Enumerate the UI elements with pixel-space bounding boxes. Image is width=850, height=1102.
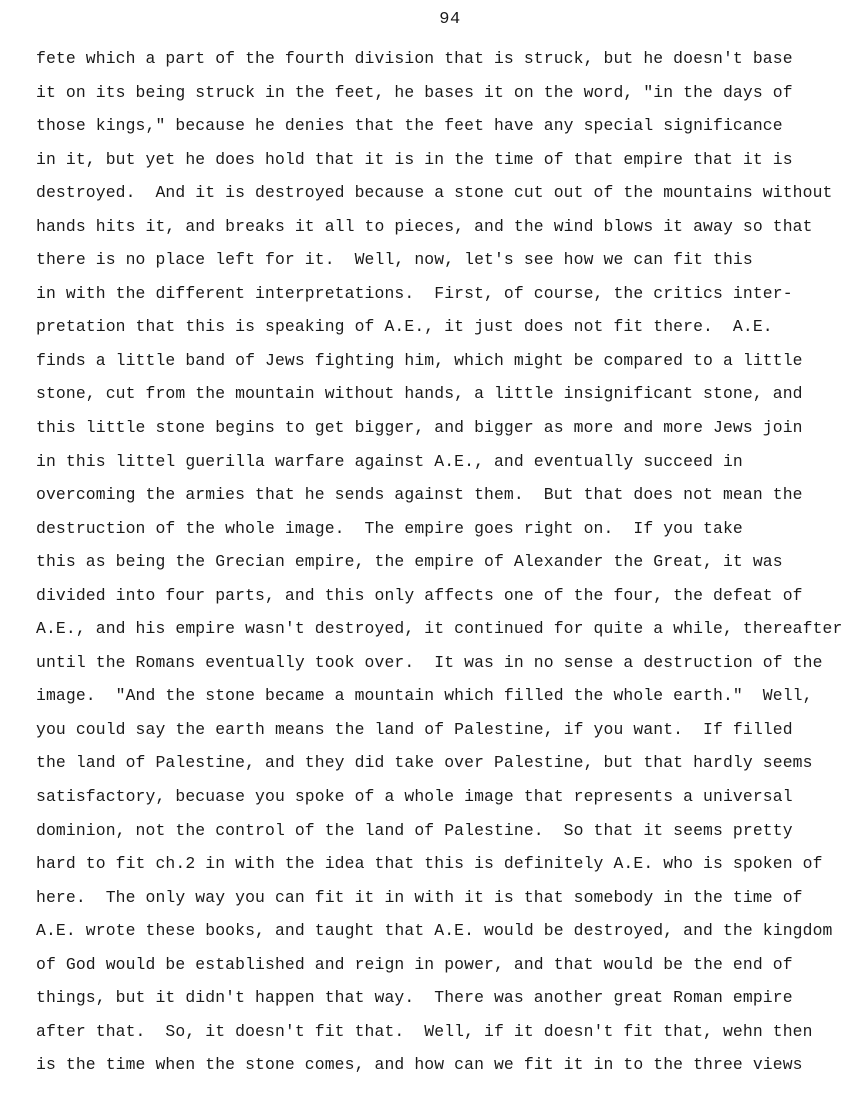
text-line: this little stone begins to get bigger, and bigger as more and more Jews join — [36, 418, 803, 438]
text-line: hard to fit ch.2 in with the idea that this is definitely A.E. who is spoken of — [36, 854, 823, 874]
text-line: divided into four parts, and this only affects one of the four, the defeat of — [36, 585, 803, 605]
text-line: until the Romans eventually took over. It was in no sense a destruction of the — [36, 652, 823, 672]
text-line: in this littel guerilla warfare against A.E., and eventually succeed in — [36, 451, 743, 471]
text-line: A.E. wrote these books, and taught that A.E. would be destroyed, and the kingdom — [36, 921, 833, 941]
text-line: here. The only way you can fit it in with it is that somebody in the time of — [36, 887, 803, 907]
text-line: those kings," because he denies that the feet have any special significance — [36, 116, 783, 136]
text-line: in it, but yet he does hold that it is in the time of that empire that it is — [36, 149, 793, 169]
text-line: stone, cut from the mountain without hands, a little insignificant stone, and — [36, 384, 803, 404]
text-line: image. "And the stone became a mountain which filled the whole earth." Well, — [36, 686, 813, 706]
text-line: in with the different interpretations. First, of course, the critics inter- — [36, 283, 793, 303]
text-line: there is no place left for it. Well, now, let's see how we can fit this — [36, 250, 753, 270]
text-line: things, but it didn't happen that way. There was another great Roman empire — [36, 988, 793, 1008]
text-line: overcoming the armies that he sends against them. But that does not mean the — [36, 485, 803, 505]
text-line: the land of Palestine, and they did take over Palestine, but that hardly seems — [36, 753, 813, 773]
text-line: destroyed. And it is destroyed because a stone cut out of the mountains without — [36, 183, 833, 203]
text-line: this as being the Grecian empire, the empire of Alexander the Great, it was — [36, 552, 783, 572]
text-line: it on its being struck in the feet, he bases it on the word, "in the days of — [36, 82, 793, 102]
text-line: fete which a part of the fourth division that is struck, but he doesn't base — [36, 49, 793, 68]
text-line: of God would be established and reign in power, and that would be the end of — [36, 954, 793, 974]
text-line: hands hits it, and breaks it all to pieces, and the wind blows it away so that — [36, 216, 813, 236]
page-number: 94 — [439, 10, 461, 29]
text-line: A.E., and his empire wasn't destroyed, it continued for quite a while, thereafter — [36, 619, 843, 639]
text-line: finds a little band of Jews fighting him, which might be compared to a little — [36, 350, 803, 370]
text-line: satisfactory, becuase you spoke of a whole image that represents a universal — [36, 787, 793, 807]
text-line: destruction of the whole image. The empire goes right on. If you take — [36, 518, 743, 538]
text-line: dominion, not the control of the land of Palestine. So that it seems pretty — [36, 820, 793, 840]
text-line: is the time when the stone comes, and how can we fit it in to the three views — [36, 1055, 803, 1075]
text-line: you could say the earth means the land of Palestine, if you want. If filled — [36, 719, 793, 739]
text-line: after that. So, it doesn't fit that. Well, if it doesn't fit that, wehn then — [36, 1021, 813, 1041]
body-text — [36, 46, 848, 1086]
text-line: pretation that this is speaking of A.E., it just does not fit there. A.E. — [36, 317, 773, 337]
